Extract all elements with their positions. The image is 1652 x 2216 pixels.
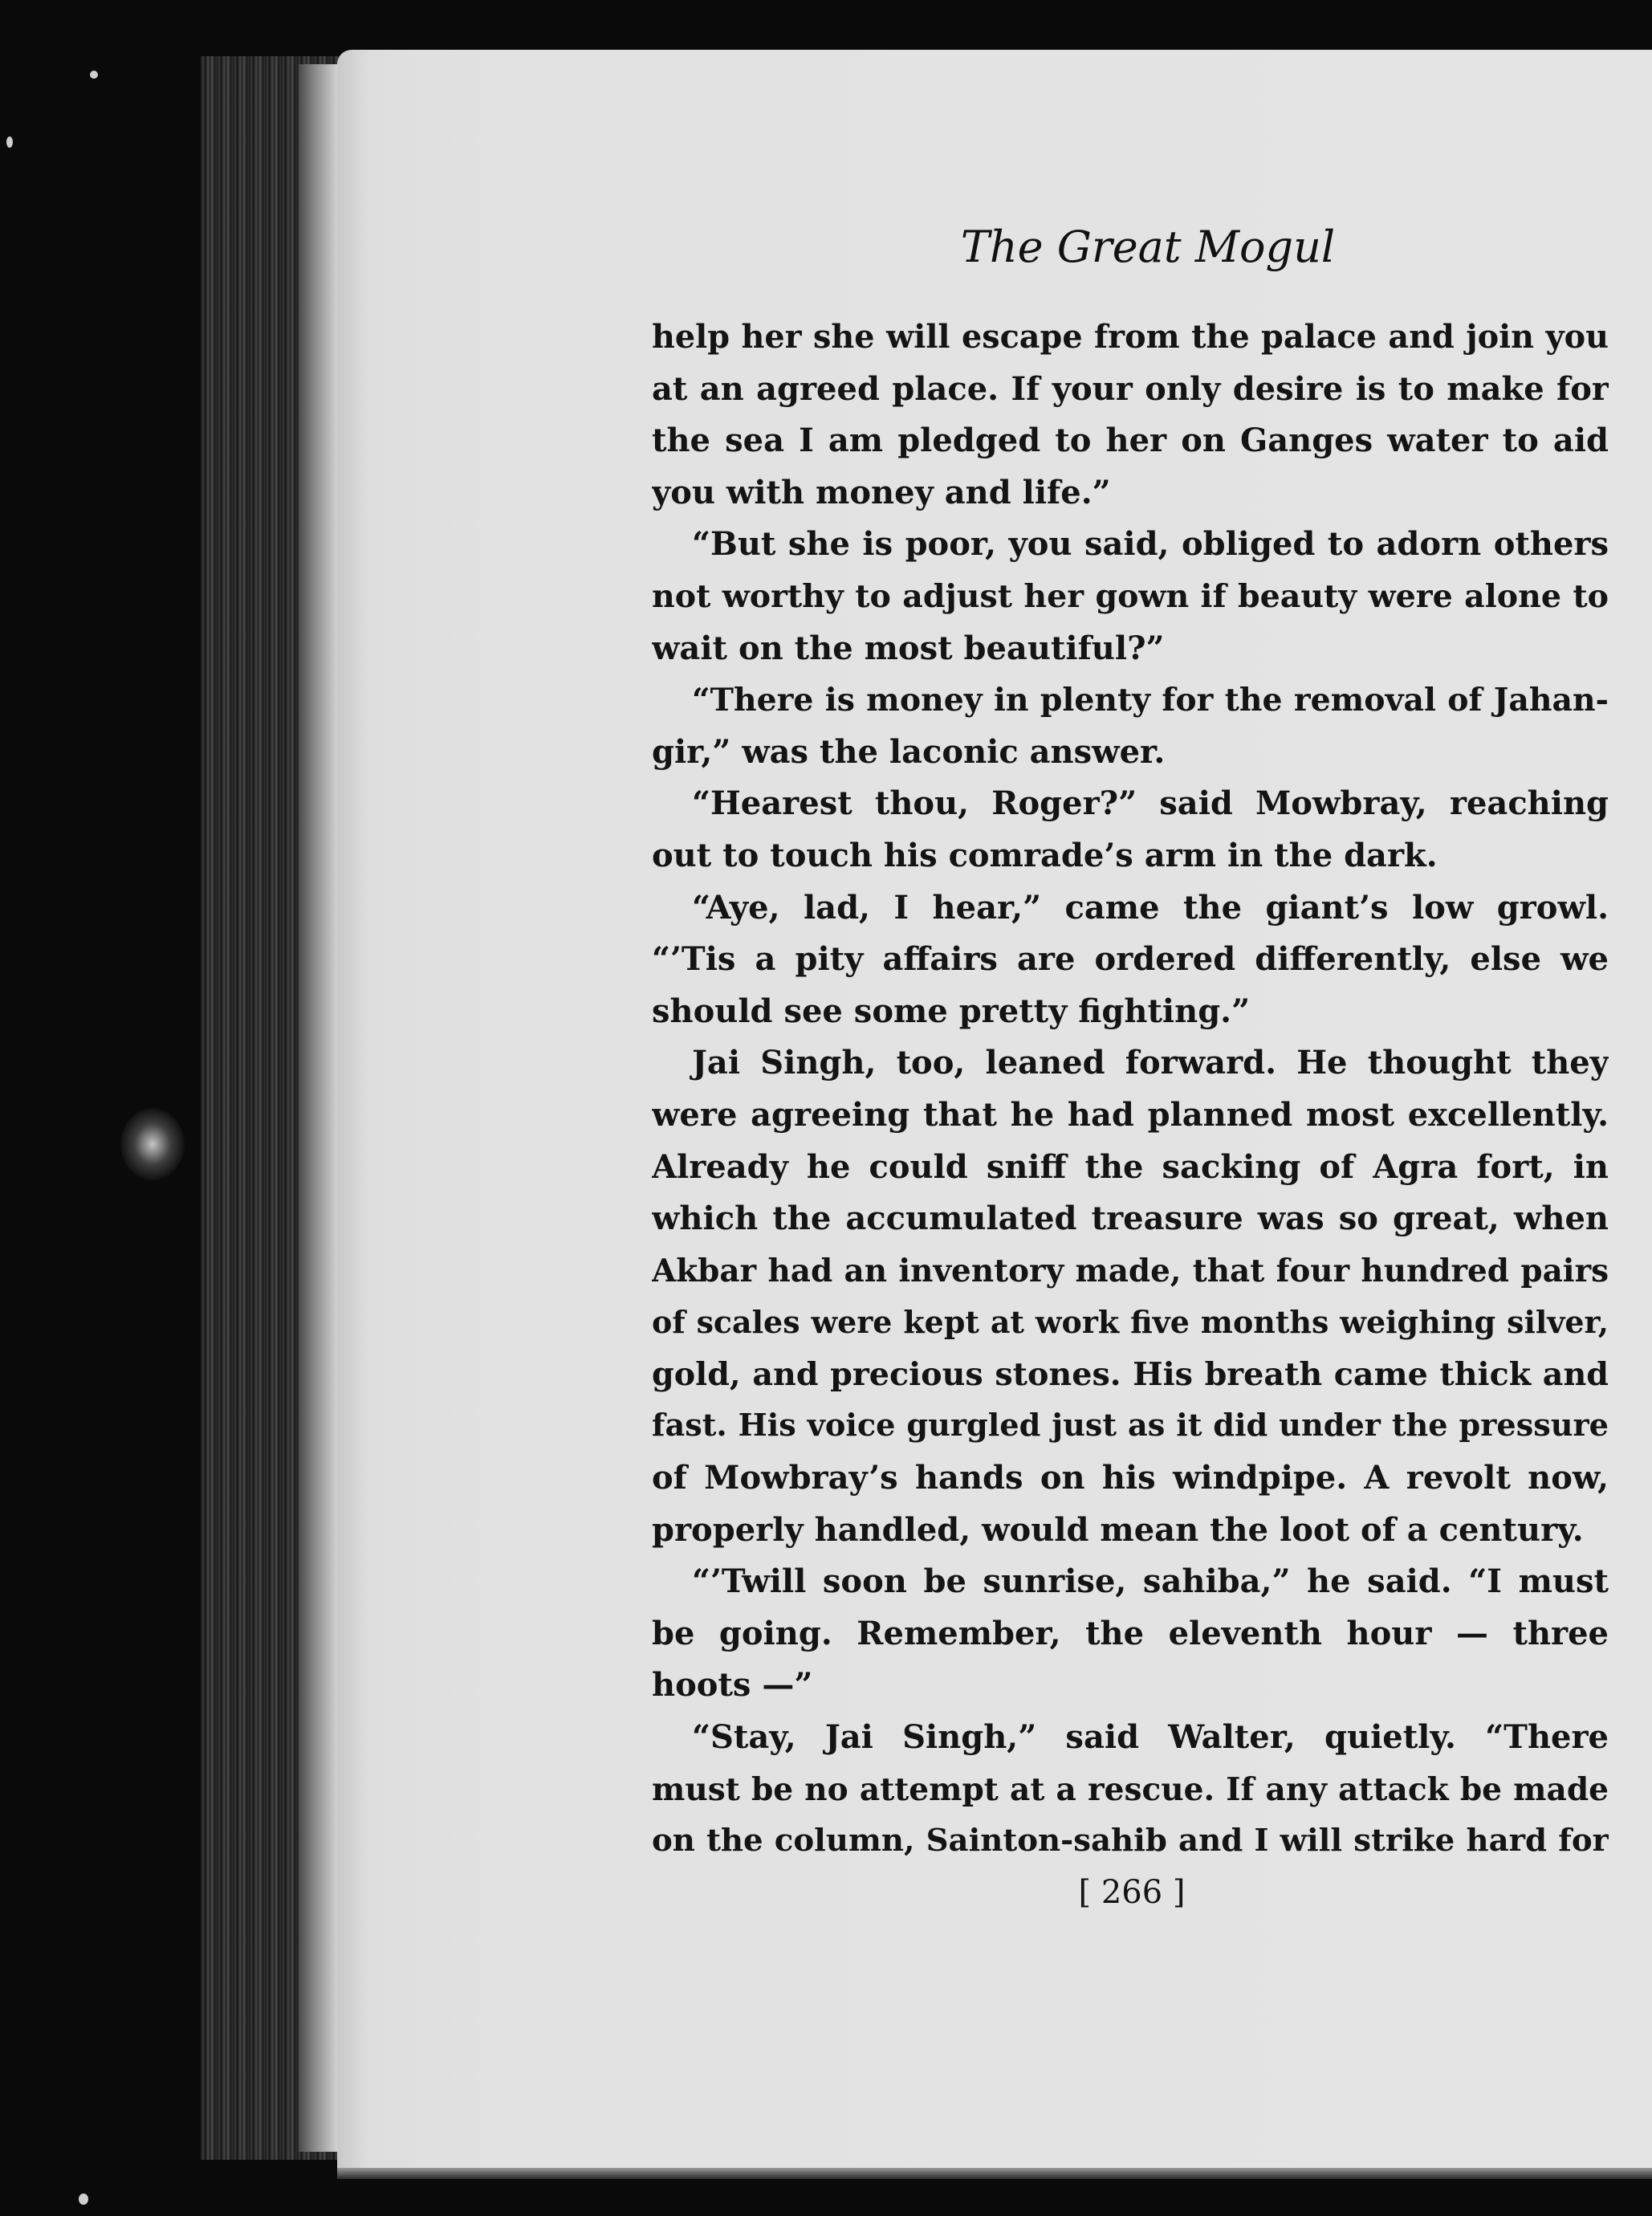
- text-line: “’Twill soon be sunrise, sahiba,” he said. “I must: [692, 1562, 1609, 1601]
- text-line: at an agreed place. If your only desire is to make for: [652, 369, 1609, 408]
- text-line: must be no attempt at a rescue. If any attack be made: [652, 1770, 1609, 1808]
- page-edge-shading: [299, 64, 339, 2152]
- text-line: out to touch his comrade’s arm in the dark.: [652, 836, 1438, 874]
- body-text: [652, 312, 1609, 1868]
- text-line: Already he could sniff the sacking of Agra fort, in: [652, 1147, 1609, 1186]
- text-line: “Aye, lad, I hear,” came the giant’s low growl.: [692, 888, 1609, 927]
- text-line: of Mowbray’s hands on his windpipe. A revolt now,: [652, 1459, 1609, 1497]
- text-line: of scales were kept at work five months weighing silver,: [652, 1304, 1609, 1341]
- text-line: be going. Remember, the eleventh hour — three: [652, 1614, 1609, 1652]
- scan-speck: [6, 136, 13, 148]
- text-line: wait on the most beautiful?”: [652, 629, 1165, 667]
- text-line: gold, and precious stones. His breath came thick and: [652, 1355, 1609, 1393]
- text-line: which the accumulated treasure was so great, when: [652, 1200, 1609, 1238]
- running-head: The Great Mogul: [960, 222, 1336, 272]
- text-line: “There is money in plenty for the removal of Jahan-: [692, 682, 1609, 719]
- text-line: “Hearest thou, Roger?” said Mowbray, reaching: [692, 784, 1609, 823]
- text-line: “’Tis a pity affairs are ordered differently, else we: [652, 940, 1609, 979]
- text-line: the sea I am pledged to her on Ganges water to aid: [652, 422, 1609, 460]
- text-line: help her she will escape from the palace and join you: [652, 319, 1609, 356]
- text-line: “But she is poor, you said, obliged to adorn others: [692, 525, 1609, 564]
- scan-speck: [79, 2194, 88, 2205]
- scan-speck: [90, 71, 98, 79]
- text-line: “Stay, Jai Singh,” said Walter, quietly. “There: [692, 1718, 1609, 1757]
- text-line: gir,” was the laconic answer.: [652, 732, 1166, 771]
- text-line: you with money and life.”: [652, 473, 1111, 511]
- page-number: [ 266 ]: [1078, 1874, 1186, 1911]
- text-line: properly handled, would mean the loot of a century.: [652, 1510, 1584, 1549]
- text-line: hoots —”: [652, 1666, 813, 1705]
- text-line: not worthy to adjust her gown if beauty were alone to: [652, 577, 1609, 615]
- text-line: were agreeing that he had planned most excellently.: [652, 1095, 1609, 1134]
- text-line: on the column, Sainton-sahib and I will strike hard for: [652, 1823, 1609, 1860]
- text-line: Jai Singh, too, leaned forward. He thought they: [692, 1044, 1609, 1082]
- text-line: fast. His voice gurgled just as it did under the pressure: [652, 1407, 1609, 1444]
- text-line: should see some pretty fighting.”: [652, 992, 1251, 1030]
- page-bottom-edge: [337, 2168, 1652, 2179]
- text-line: Akbar had an inventory made, that four hundred pairs: [652, 1252, 1609, 1289]
- scan-glare: [120, 1108, 185, 1180]
